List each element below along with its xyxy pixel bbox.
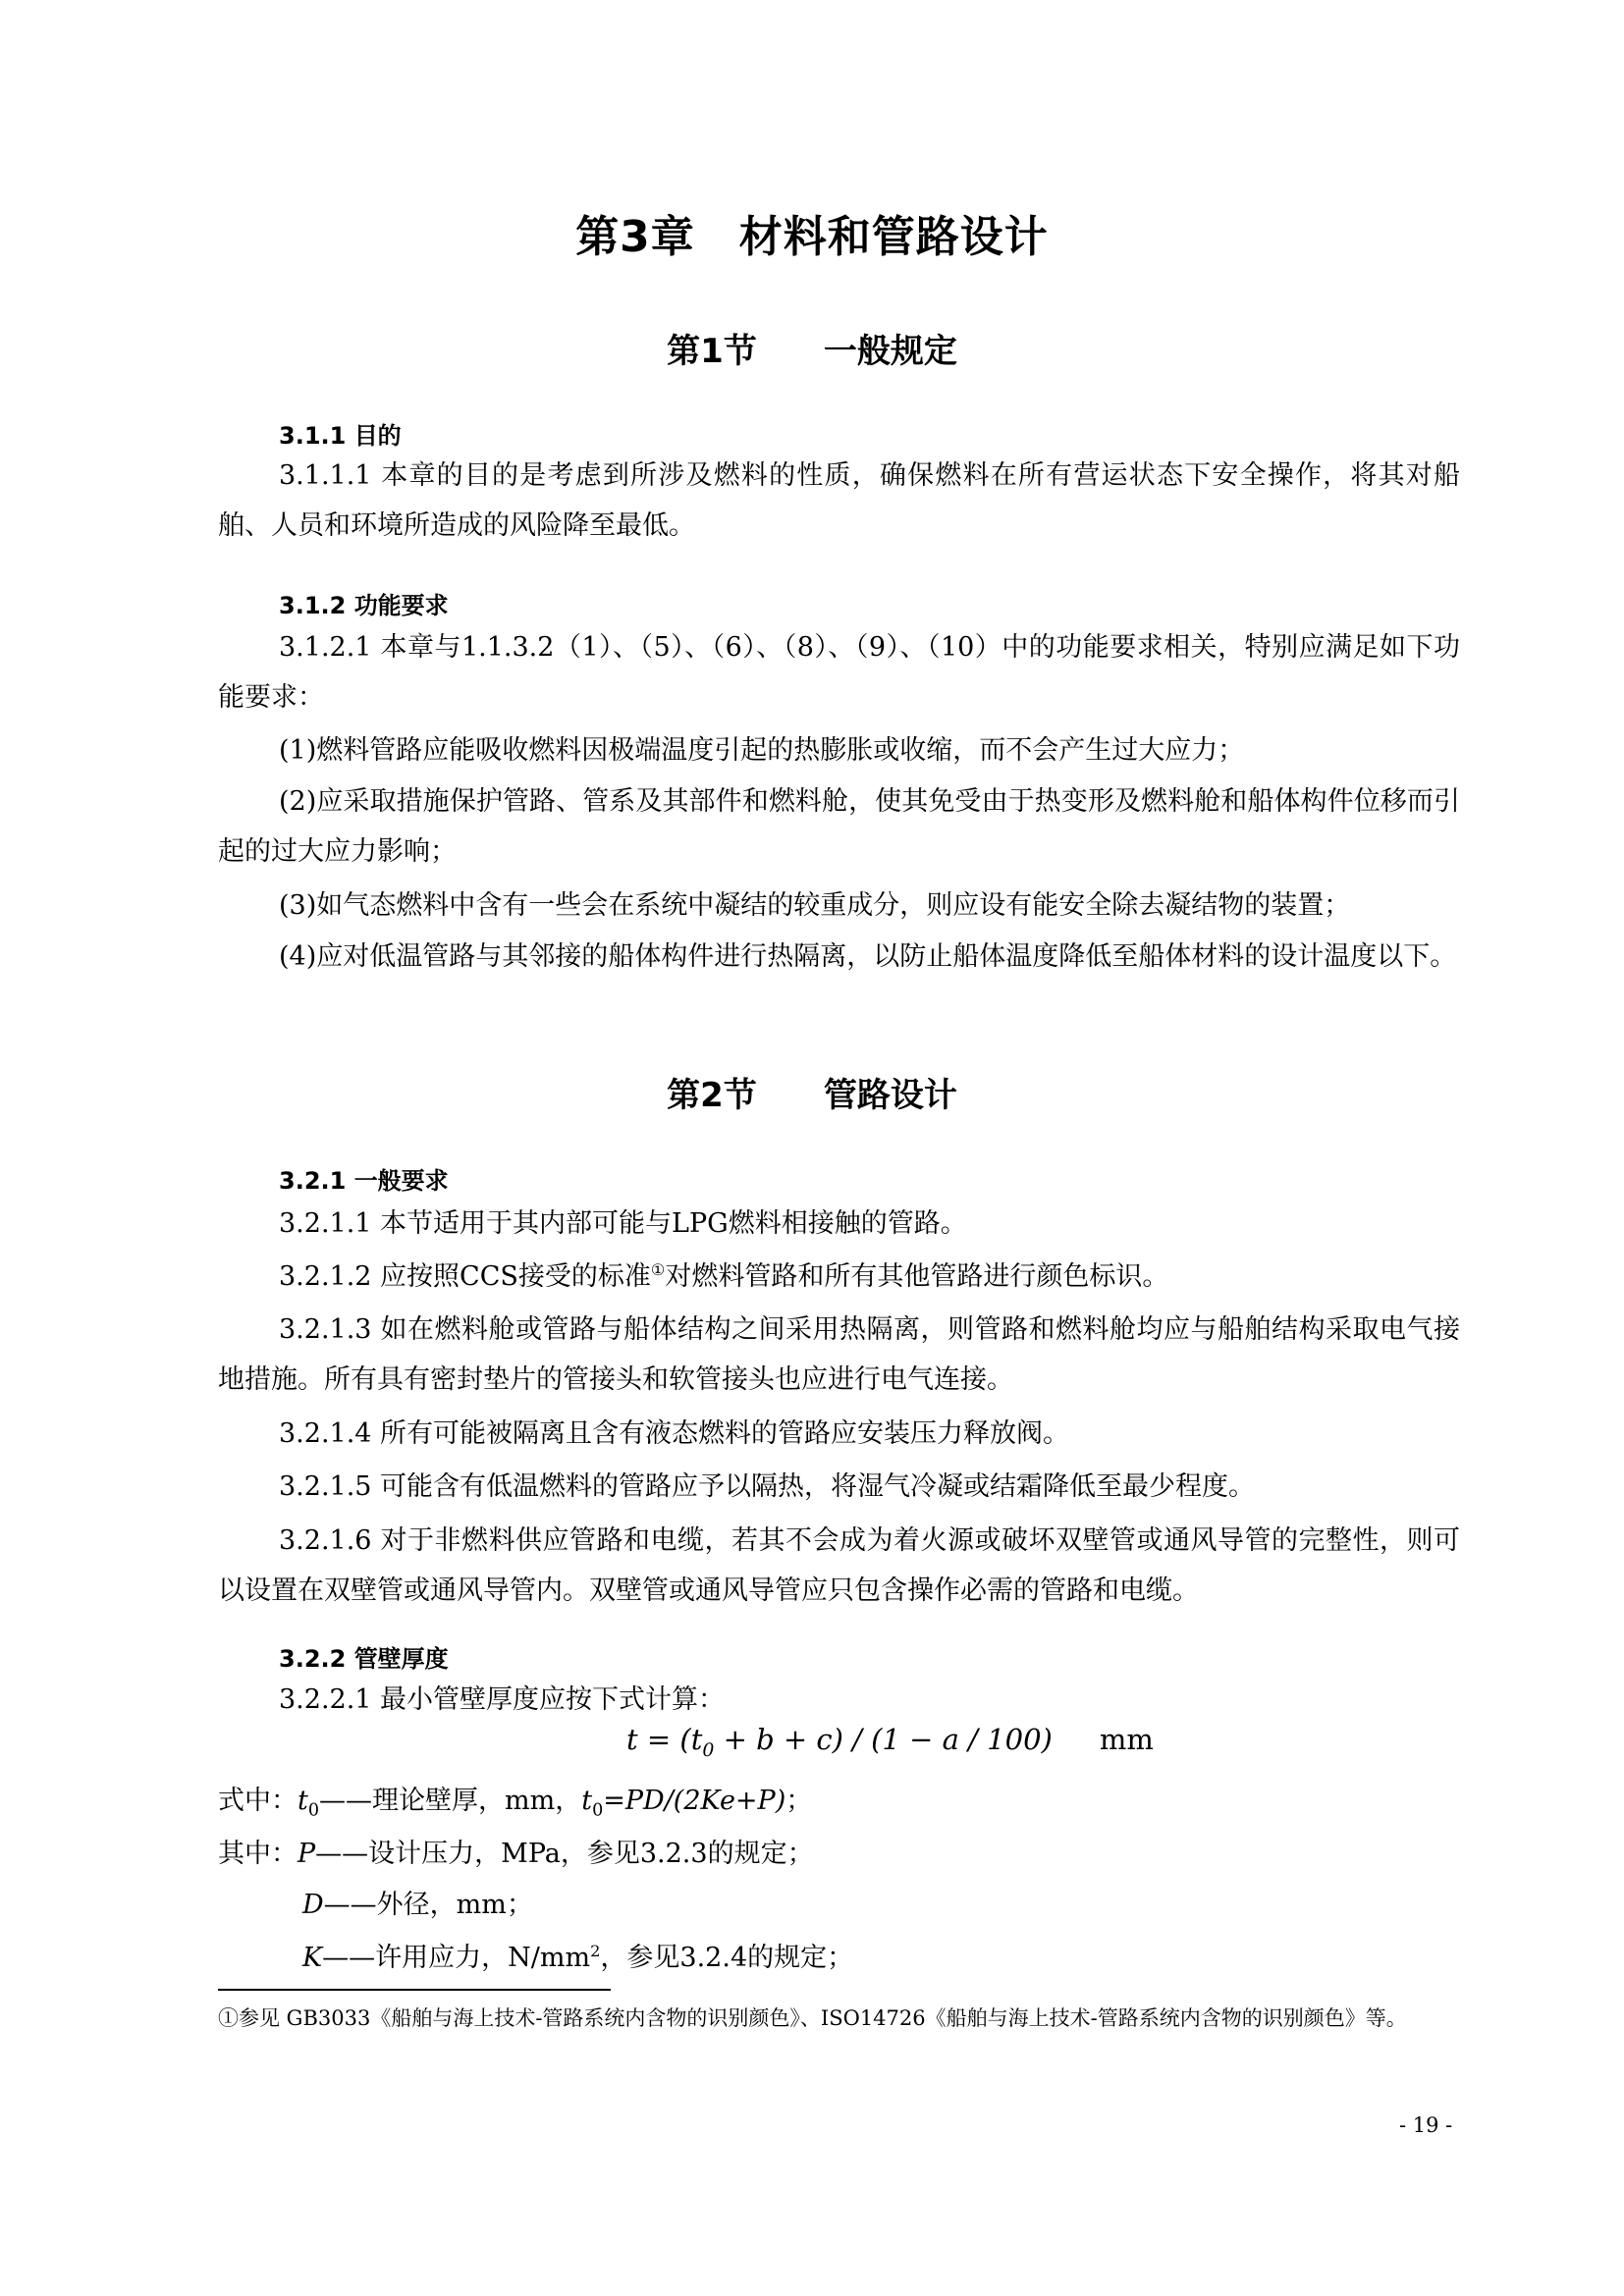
definition-label: 其中： <box>218 1839 298 1869</box>
definition-p <box>218 1832 814 1870</box>
section-2-title: 第2节 管路设计 <box>667 1076 957 1115</box>
formula-t0-sub: 0 <box>702 1739 715 1761</box>
formula-unit: mm <box>1099 1723 1154 1756</box>
formula-t0-expression: =PD/(2Ke+P) <box>603 1786 786 1816</box>
definition-t0 <box>218 1779 813 1821</box>
symbol-t: t <box>298 1786 308 1816</box>
definition-text: ——设计压力，MPa，参见3.2.3的规定； <box>315 1839 814 1869</box>
list-item-1: (1)燃料管路应能吸收燃料因极端温度引起的热膨胀或收缩，而不会产生过大应力； <box>279 735 1245 766</box>
paragraph-3-2-1-2 <box>218 1252 1460 1302</box>
paragraph-3-2-1-3: 3.2.1.3 如在燃料舱或管路与船体结构之间采用热隔离，则管路和燃料舱均应与船舶结构采取电气接地措施。所有具有密封垫片的管接头和软管接头也应进行电气连接。 <box>218 1314 1460 1395</box>
paragraph-3-2-1-5: 3.2.1.5 可能含有低温燃料的管路应予以隔热，将湿气冷凝或结霜降低至最少程度。 <box>279 1471 1256 1502</box>
formula-t0: t <box>690 1723 703 1756</box>
definition-end: ； <box>785 1786 813 1816</box>
symbol-p: P <box>298 1839 316 1869</box>
definition-text: ——理论壁厚，mm， <box>319 1786 582 1816</box>
paragraph-3-1-1-1: 3.1.1.1 本章的目的是考虑到所涉及燃料的性质，确保燃料在所有营运状态下安全操作，将其对船舶、人员和环境所造成的风险降至最低。 <box>218 460 1460 541</box>
chapter-title: 第3章 材料和管路设计 <box>575 212 1049 262</box>
paragraph-3-1-2-1: 3.1.2.1 本章与1.1.3.2（1）、（5）、（6）、（8）、（9）、（10）中的功能要求相关，特别应满足如下功能要求： <box>218 632 1460 713</box>
page-number: - 19 - <box>1399 2113 1453 2137</box>
list-item-2: (2)应采取措施保护管路、管系及其部件和燃料舱，使其免受由于热变形及燃料舱和船体构件位移而引起的过大应力影响； <box>218 786 1460 867</box>
list-item-3: (3)如气态燃料中含有一些会在系统中凝结的较重成分，则应设有能安全除去凝结物的装置； <box>279 890 1351 921</box>
paragraph-3-2-1-4: 3.2.1.4 所有可能被隔离且含有液态燃料的管路应安装压力释放阀。 <box>279 1418 1070 1449</box>
paragraph-3-2-2-1: 3.2.2.1 最小管壁厚度应按下式计算： <box>279 1684 726 1715</box>
formula-eq: = ( <box>637 1723 691 1756</box>
clause-3-1-1-title: 3.1.1 目的 <box>279 422 402 450</box>
symbol-k: K <box>302 1943 323 1973</box>
section-1-title: 第1节 一般规定 <box>667 332 957 371</box>
formula-lhs: t <box>626 1723 638 1756</box>
symbol-t-sub: 0 <box>307 1800 320 1821</box>
clause-3-2-2-title: 3.2.2 管壁厚度 <box>279 1645 449 1673</box>
unit-superscript: 2 <box>590 1942 601 1960</box>
clause-3-1-2-title: 3.1.2 功能要求 <box>279 592 449 619</box>
paragraph-3-2-1-6: 3.2.1.6 对于非燃料供应管路和电缆，若其不会成为着火源或破坏双壁管或通风导管的完整性，则可以设置在双壁管或通风导管内。双壁管或通风导管应只包含操作必需的管路和电缆。 <box>218 1525 1460 1606</box>
clause-3-2-1-title: 3.2.1 一般要求 <box>279 1167 449 1195</box>
paragraph-3-2-1-2-start: 3.2.1.2 应按照CCS接受的标准 <box>279 1261 651 1292</box>
definition-text: ——许用应力，N/mm <box>322 1943 591 1973</box>
formula-t0-var-sub: 0 <box>592 1800 604 1821</box>
definition-d <box>302 1883 533 1921</box>
definition-label: 式中： <box>218 1786 298 1816</box>
symbol-d: D <box>302 1890 324 1920</box>
footnote: ①参见 GB3033《船舶与海上技术-管路系统内含物的识别颜色》、ISO14726《船舶与海上技术-管路系统内含物的识别颜色》等。 <box>218 2006 1407 2030</box>
definition-text-end: ，参见3.2.4的规定； <box>600 1943 854 1973</box>
wall-thickness-formula <box>626 1723 1154 1761</box>
list-item-4: (4)应对低温管路与其邻接的船体构件进行热隔离，以防止船体温度降低至船体材料的设计温度以下。 <box>279 941 1457 972</box>
formula-rest: + b + c) / (1 − a / 100) <box>714 1723 1053 1756</box>
footnote-marker: ① <box>650 1260 666 1279</box>
definition-text: ——外径，mm； <box>323 1890 533 1920</box>
formula-t0-var: t <box>581 1786 593 1816</box>
definition-k <box>302 1936 853 1974</box>
paragraph-3-2-1-1: 3.2.1.1 本节适用于其内部可能与LPG燃料相接触的管路。 <box>279 1208 967 1239</box>
paragraph-3-2-1-2-end: 对燃料管路和所有其他管路进行颜色标识。 <box>665 1261 1169 1292</box>
footnote-separator <box>218 1989 611 1991</box>
